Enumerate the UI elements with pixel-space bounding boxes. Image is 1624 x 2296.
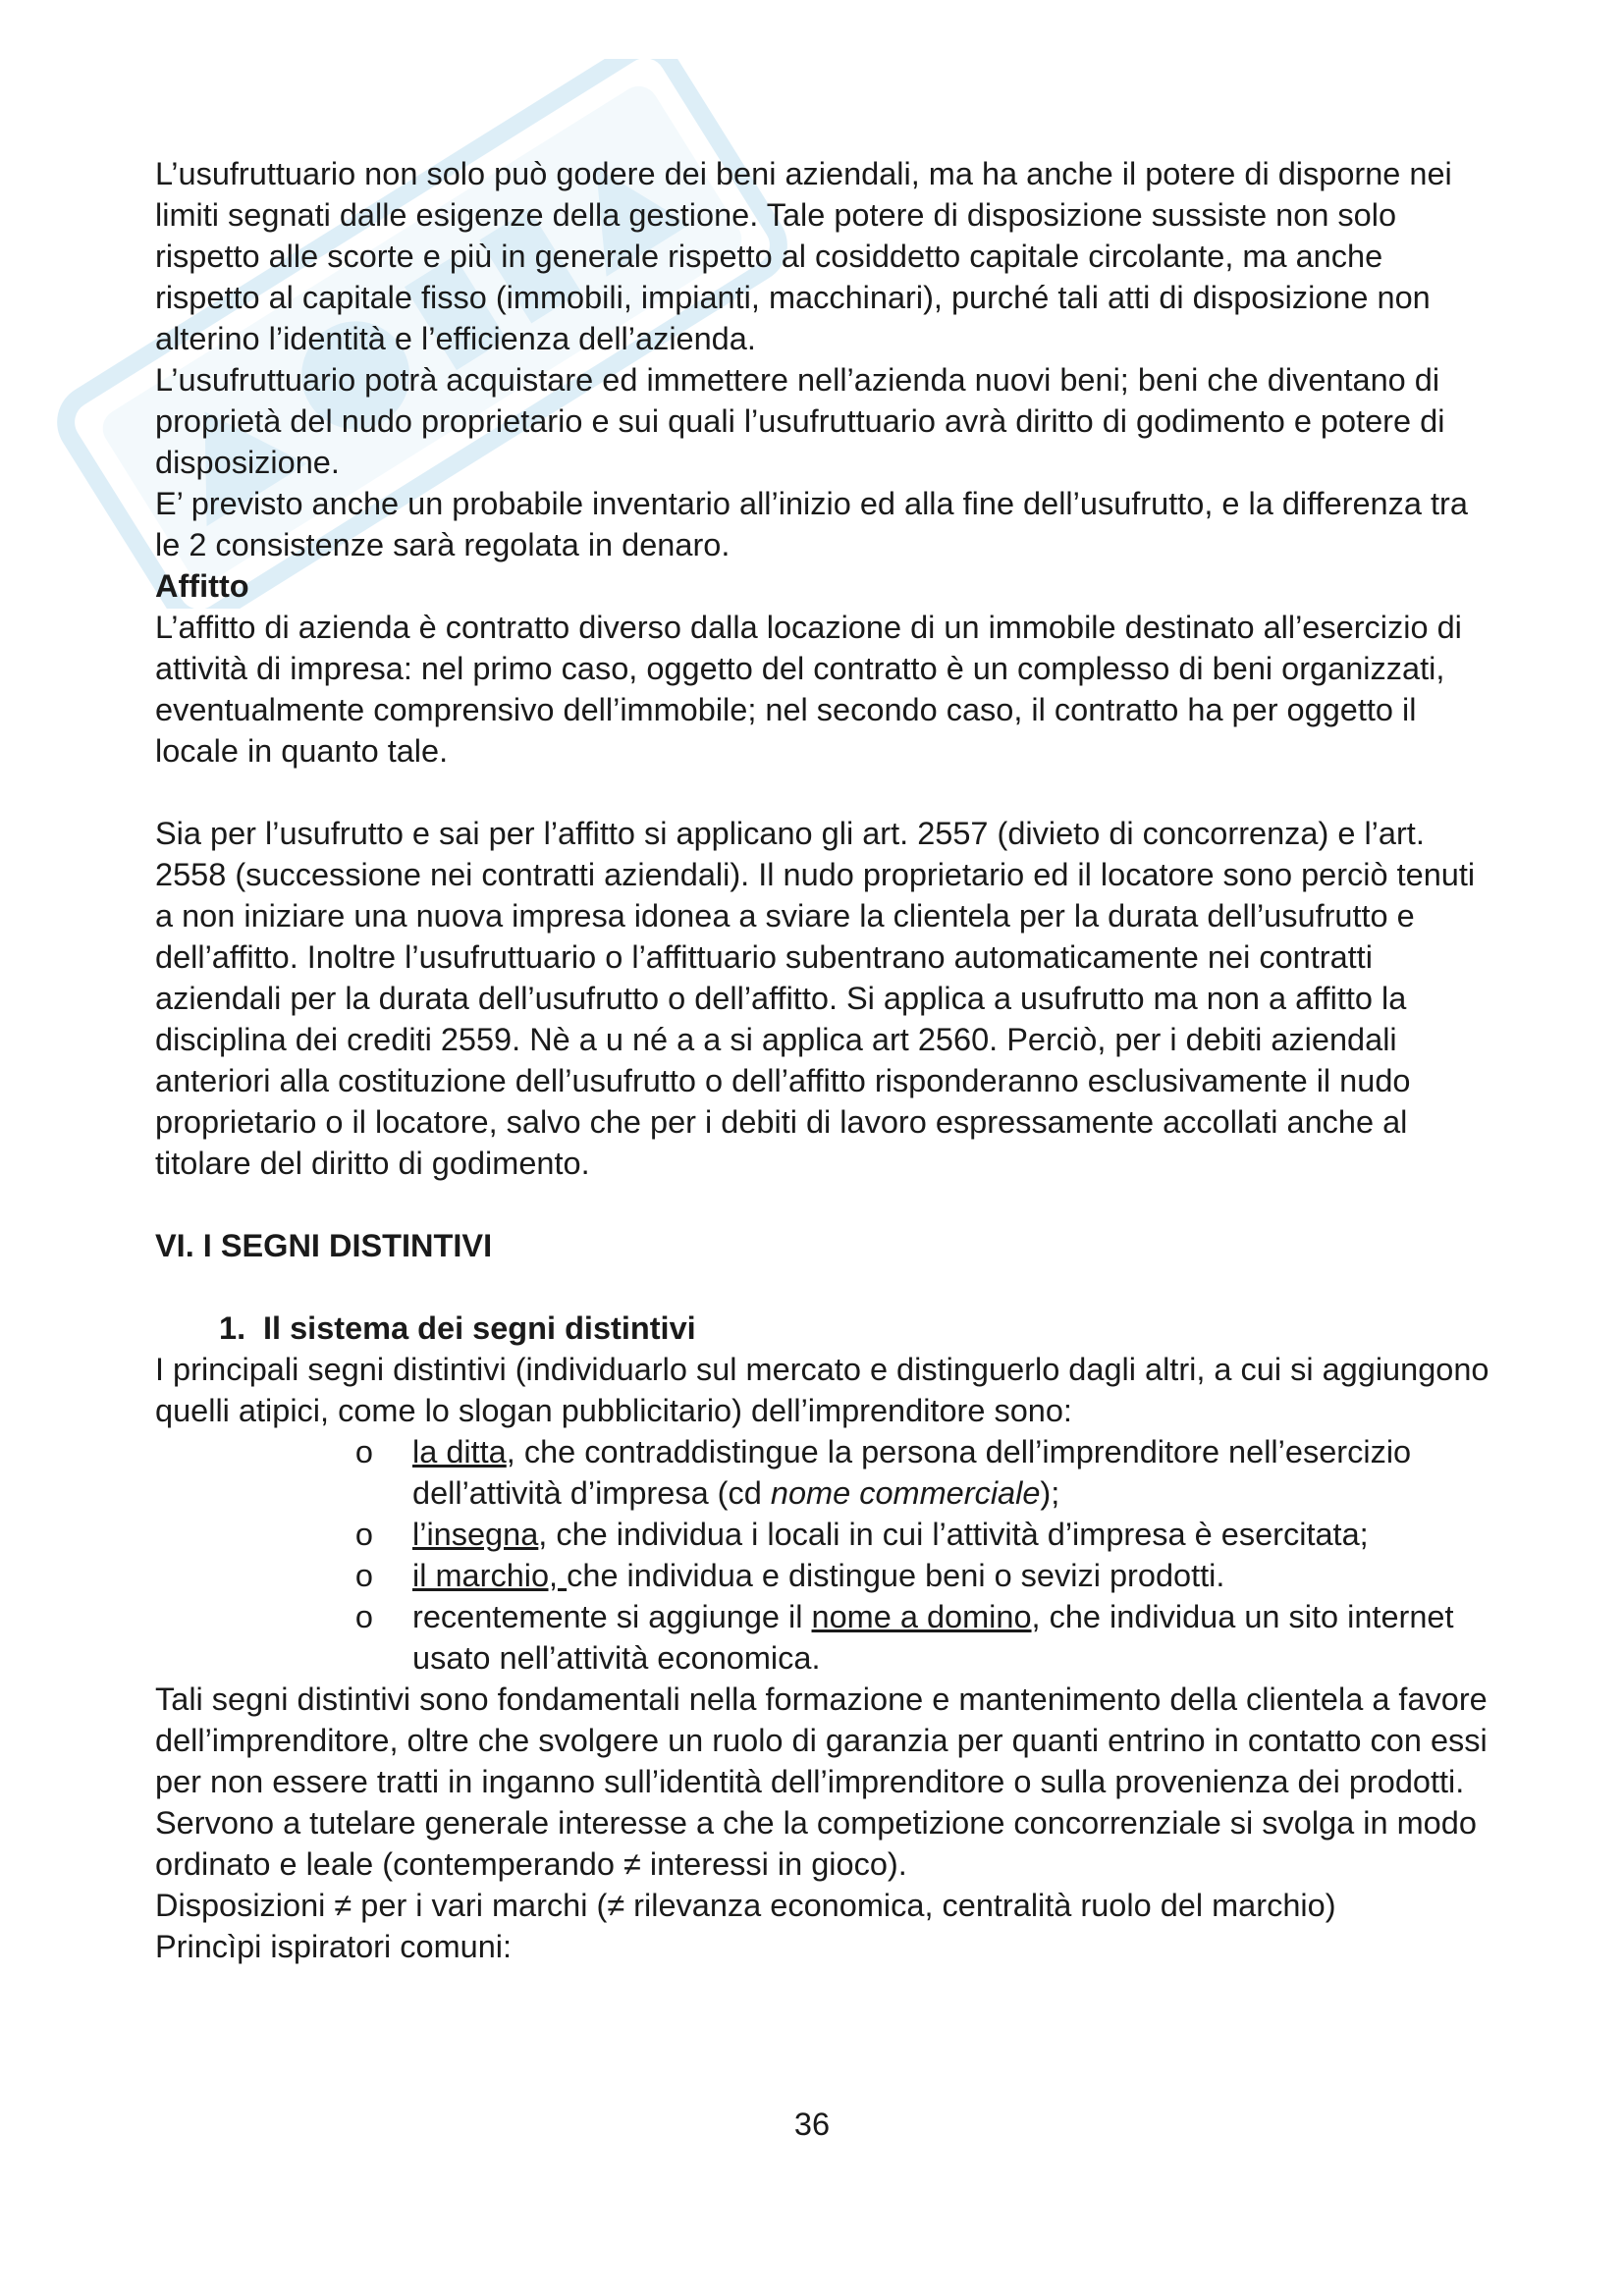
paragraph-closing-1: Tali segni distintivi sono fondamentali nella formazione e mantenimento della clientela a favore dell’imprenditore, oltre che svolgere un ruolo di garanzia per quanti entrino in contatto con essi per non essere tratti in inganno sull’identità dell’imprenditore o sulla provenienza dei prodotti. Servono a tutelare generale interesse a che la competizione concorrenziale si svolga in modo ordinato e leale (contemperando ≠ interessi in gioco). (155, 1682, 1488, 1882)
paragraph-affitto: L’affitto di azienda è contratto diverso dalla locazione di un immobile destinato all’esercizio di attività di impresa: nel primo caso, oggetto del contratto è un complesso di beni organizzati, eventualmente comprensivo dell’immobile; nel secondo caso, il contratto ha per oggetto il locale in quanto tale. (155, 610, 1462, 769)
spacer (155, 772, 1490, 813)
list-item-desc: , che individua i locali in cui l’attività d’impresa è esercitata; (538, 1517, 1369, 1552)
list-item-text (412, 1596, 1490, 1679)
section-heading (155, 1308, 1490, 1349)
list-item-text (412, 1514, 1490, 1555)
list-item-pre: recentemente si aggiunge il (412, 1599, 812, 1634)
page-number: 36 (793, 2107, 831, 2142)
list-item-post: ); (1040, 1475, 1060, 1511)
list-item-term: la ditta (412, 1434, 507, 1469)
list-item-desc: che individua e distingue beni o sevizi prodotti. (567, 1558, 1225, 1593)
list-item (155, 1514, 1490, 1555)
list-item-text (412, 1431, 1490, 1514)
list-item (155, 1555, 1490, 1596)
list-item-desc: , che individua un sito internet usato nell’attività economica. (412, 1599, 1454, 1676)
paragraph-usufrutto-2: L’usufruttuario potrà acquistare ed immettere nell’azienda nuovi beni; beni che diventano di proprietà del nudo proprietario e sui quali l’usufruttuario avrà diritto di godimento e potere di disposizione. (155, 362, 1445, 480)
list-item-italic: nome commerciale (770, 1475, 1041, 1511)
paragraph-usufrutto-3: E’ previsto anche un probabile inventario all’inizio ed alla fine dell’usufrutto, e la differenza tra le 2 consistenze sarà regolata in denaro. (155, 486, 1468, 562)
paragraph-closing-3: Princìpi ispiratori comuni: (155, 1929, 513, 1964)
bullet-marker: o (354, 1599, 373, 1634)
section-title: Il sistema dei segni distintivi (263, 1310, 696, 1346)
spacer (155, 1266, 1490, 1308)
section-number: 1. (219, 1310, 246, 1346)
document-body (155, 153, 1490, 1967)
list-item-desc: , che contraddistingue la persona dell’imprenditore nell’esercizio dell’attività d’impresa (cd (412, 1434, 1412, 1511)
chapter-title: VI. I SEGNI DISTINTIVI (155, 1228, 493, 1263)
paragraph-intro: I principali segni distintivi (individuarlo sul mercato e distinguerlo dagli altri, a cui si aggiungono quelli atipici, come lo slogan pubblicitario) dell’imprenditore sono: (155, 1352, 1489, 1428)
list-item-term: nome a domino (811, 1599, 1032, 1634)
bullet-marker: o (354, 1558, 373, 1593)
bullet-list (155, 1431, 1490, 1679)
bullet-marker: o (354, 1517, 373, 1552)
list-item (155, 1596, 1490, 1679)
spacer (155, 1184, 1490, 1225)
list-item-term: l’insegna (412, 1517, 539, 1552)
list-item-text (412, 1555, 1490, 1596)
list-item-term: il marchio, (412, 1558, 568, 1593)
paragraph-common-rules: Sia per l’usufrutto e sai per l’affitto si applicano gli art. 2557 (divieto di concorrenza) e l’art. 2558 (successione nei contratti aziendali). Il nudo proprietario ed il locatore sono perciò tenuti a non iniziare una nuova impresa idonea a sviare la clientela per la durata dell’usufrutto e dell’affitto. Inoltre l’usufruttuario o l’affittuario subentrano automaticamente nei contratti aziendali per la durata dell’usufrutto o dell’affitto. Si applica a usufrutto ma non a affitto la disciplina dei crediti 2559. Nè a u né a a si applica art 2560. Perciò, per i debiti aziendali anteriori alla costituzione dell’usufrutto o dell’affitto risponderanno esclusivamente il nudo proprietario o il locatore, salvo che per i debiti di lavoro espressamente accollati anche al titolare del diritto di godimento. (155, 816, 1476, 1181)
paragraph-usufrutto-1: L’usufruttuario non solo può godere dei beni aziendali, ma ha anche il potere di disporne nei limiti segnati dalle esigenze della gestione. Tale potere di disposizione sussiste non solo rispetto alle scorte e più in generale rispetto al cosiddetto capitale circolante, ma anche rispetto al capitale fisso (immobili, impianti, macchinari), purché tali atti di disposizione non alterino l’identità e l’efficienza dell’azienda. (155, 156, 1452, 356)
affitto-heading: Affitto (155, 568, 249, 604)
paragraph-closing-2: Disposizioni ≠ per i vari marchi (≠ rilevanza economica, centralità ruolo del marchio) (155, 1888, 1336, 1923)
bullet-marker: o (354, 1434, 373, 1469)
list-item (155, 1431, 1490, 1514)
